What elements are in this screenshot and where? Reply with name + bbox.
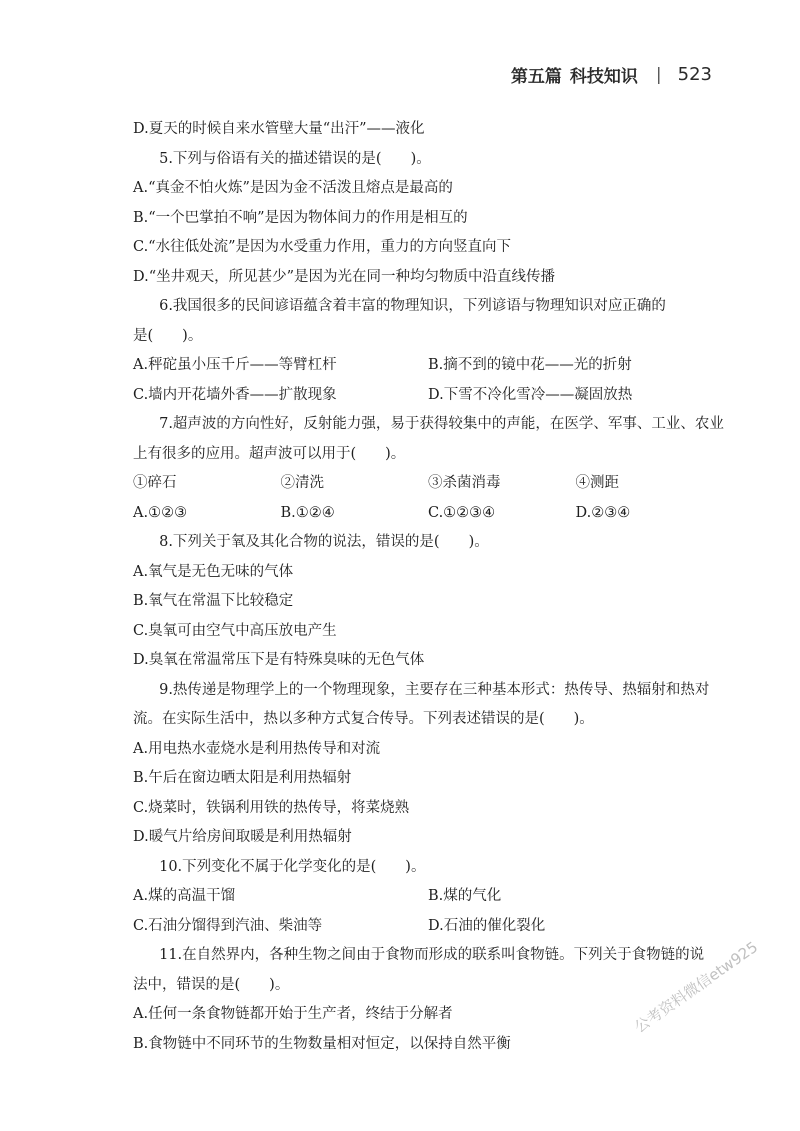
option-b: B.摘不到的镜中花——光的折射: [428, 357, 632, 373]
chapter-title: 科技知识: [569, 67, 638, 87]
question-11: 11.在自然界内，各种生物之间由于食物而形成的联系叫食物链。下列关于食物链的说: [159, 947, 705, 963]
option-line: B.午后在窗边晒太阳是利用热辐射: [133, 770, 352, 786]
question-7: 7.超声波的方向性好，反射能力强，易于获得较集中的声能，在医学、军事、工业、农业: [159, 416, 724, 432]
item-4: ④测距: [575, 475, 619, 491]
option-line: D.臭氧在常温常压下是有特殊臭味的无色气体: [133, 652, 425, 668]
option-line: C.“水往低处流”是因为水受重力作用，重力的方向竖直向下: [133, 239, 512, 255]
question-11-continued: 法中，错误的是( )。: [133, 976, 290, 993]
option-a: A.煤的高温干馏: [133, 888, 236, 904]
option-b: B.①②④: [280, 504, 335, 521]
question-6-continued: 是( )。: [133, 327, 203, 344]
option-line: A.氧气是无色无味的气体: [133, 563, 294, 580]
option-a: A.秤砣虽小压千斤——等臂杠杆: [133, 357, 337, 373]
option-line: A.任何一条食物链都开始于生产者，终结于分解者: [133, 1006, 453, 1022]
page-body: [133, 115, 723, 1059]
option-line: D.“坐井观天，所见甚少”是因为光在同一种均匀物质中沿直线传播: [133, 268, 556, 285]
question-10: 10.下列变化不属于化学变化的是( )。: [159, 858, 426, 875]
option-row: [133, 381, 723, 411]
option-b: B.煤的气化: [428, 888, 502, 904]
section-label: 第五篇: [510, 67, 562, 87]
question-9: 9.热传递是物理学上的一个物理现象，主要存在三种基本形式：热传导、热辐射和热对: [159, 681, 710, 698]
question-9-continued: 流。在实际生活中，热以多种方式复合传导。下列表述错误的是( )。: [133, 711, 594, 727]
question-7-continued: 上有很多的应用。超声波可以用于( )。: [133, 445, 406, 462]
question-6: 6.我国很多的民间谚语蕴含着丰富的物理知识，下列谚语与物理知识对应正确的: [159, 298, 666, 314]
option-line: C.臭氧可由空气中高压放电产生: [133, 622, 337, 639]
option-row: [133, 912, 723, 942]
option-row: [133, 351, 723, 381]
running-header: [511, 62, 712, 87]
option-line: D.暖气片给房间取暖是利用热辐射: [133, 829, 352, 845]
option-line: B.“一个巴掌拍不响”是因为物体间力的作用是相互的: [133, 209, 468, 226]
option-row: [133, 882, 723, 912]
option-d: D.②③④: [575, 504, 631, 521]
option-line: C.烧菜时，铁锅利用铁的热传导，将菜烧熟: [133, 799, 410, 816]
option-row: [133, 499, 723, 529]
option-c: C.①②③④: [428, 504, 496, 521]
option-d: D.下雪不冷化雪冷——凝固放热: [428, 386, 633, 403]
watermark: 公考资料微信etw925: [631, 937, 762, 1037]
option-c: C.石油分馏得到汽油、柴油等: [133, 917, 323, 934]
option-line: A.用电热水壶烧水是利用热传导和对流: [133, 740, 381, 757]
option-c: C.墙内开花墙外香——扩散现象: [133, 386, 337, 403]
question-5: 5.下列与俗语有关的描述错误的是( )。: [159, 150, 431, 167]
question-8: 8.下列关于氧及其化合物的说法，错误的是( )。: [159, 534, 489, 550]
option-d: D.石油的催化裂化: [428, 917, 546, 934]
option-line: D.夏天的时候自来水管壁大量“出汗”——液化: [133, 121, 425, 137]
page-number: 523: [677, 64, 712, 85]
item-3: ③杀菌消毒: [428, 475, 501, 491]
item-2: ②清洗: [280, 475, 324, 491]
option-line: A.“真金不怕火炼”是因为金不活泼且熔点是最高的: [133, 180, 453, 196]
item-row: [133, 469, 723, 499]
option-a: A.①②③: [133, 504, 188, 521]
option-line: B.食物链中不同环节的生物数量相对恒定，以保持自然平衡: [133, 1035, 511, 1052]
option-line: B.氧气在常温下比较稳定: [133, 593, 294, 609]
header-separator: |: [655, 64, 662, 85]
item-1: ①碎石: [133, 475, 177, 491]
